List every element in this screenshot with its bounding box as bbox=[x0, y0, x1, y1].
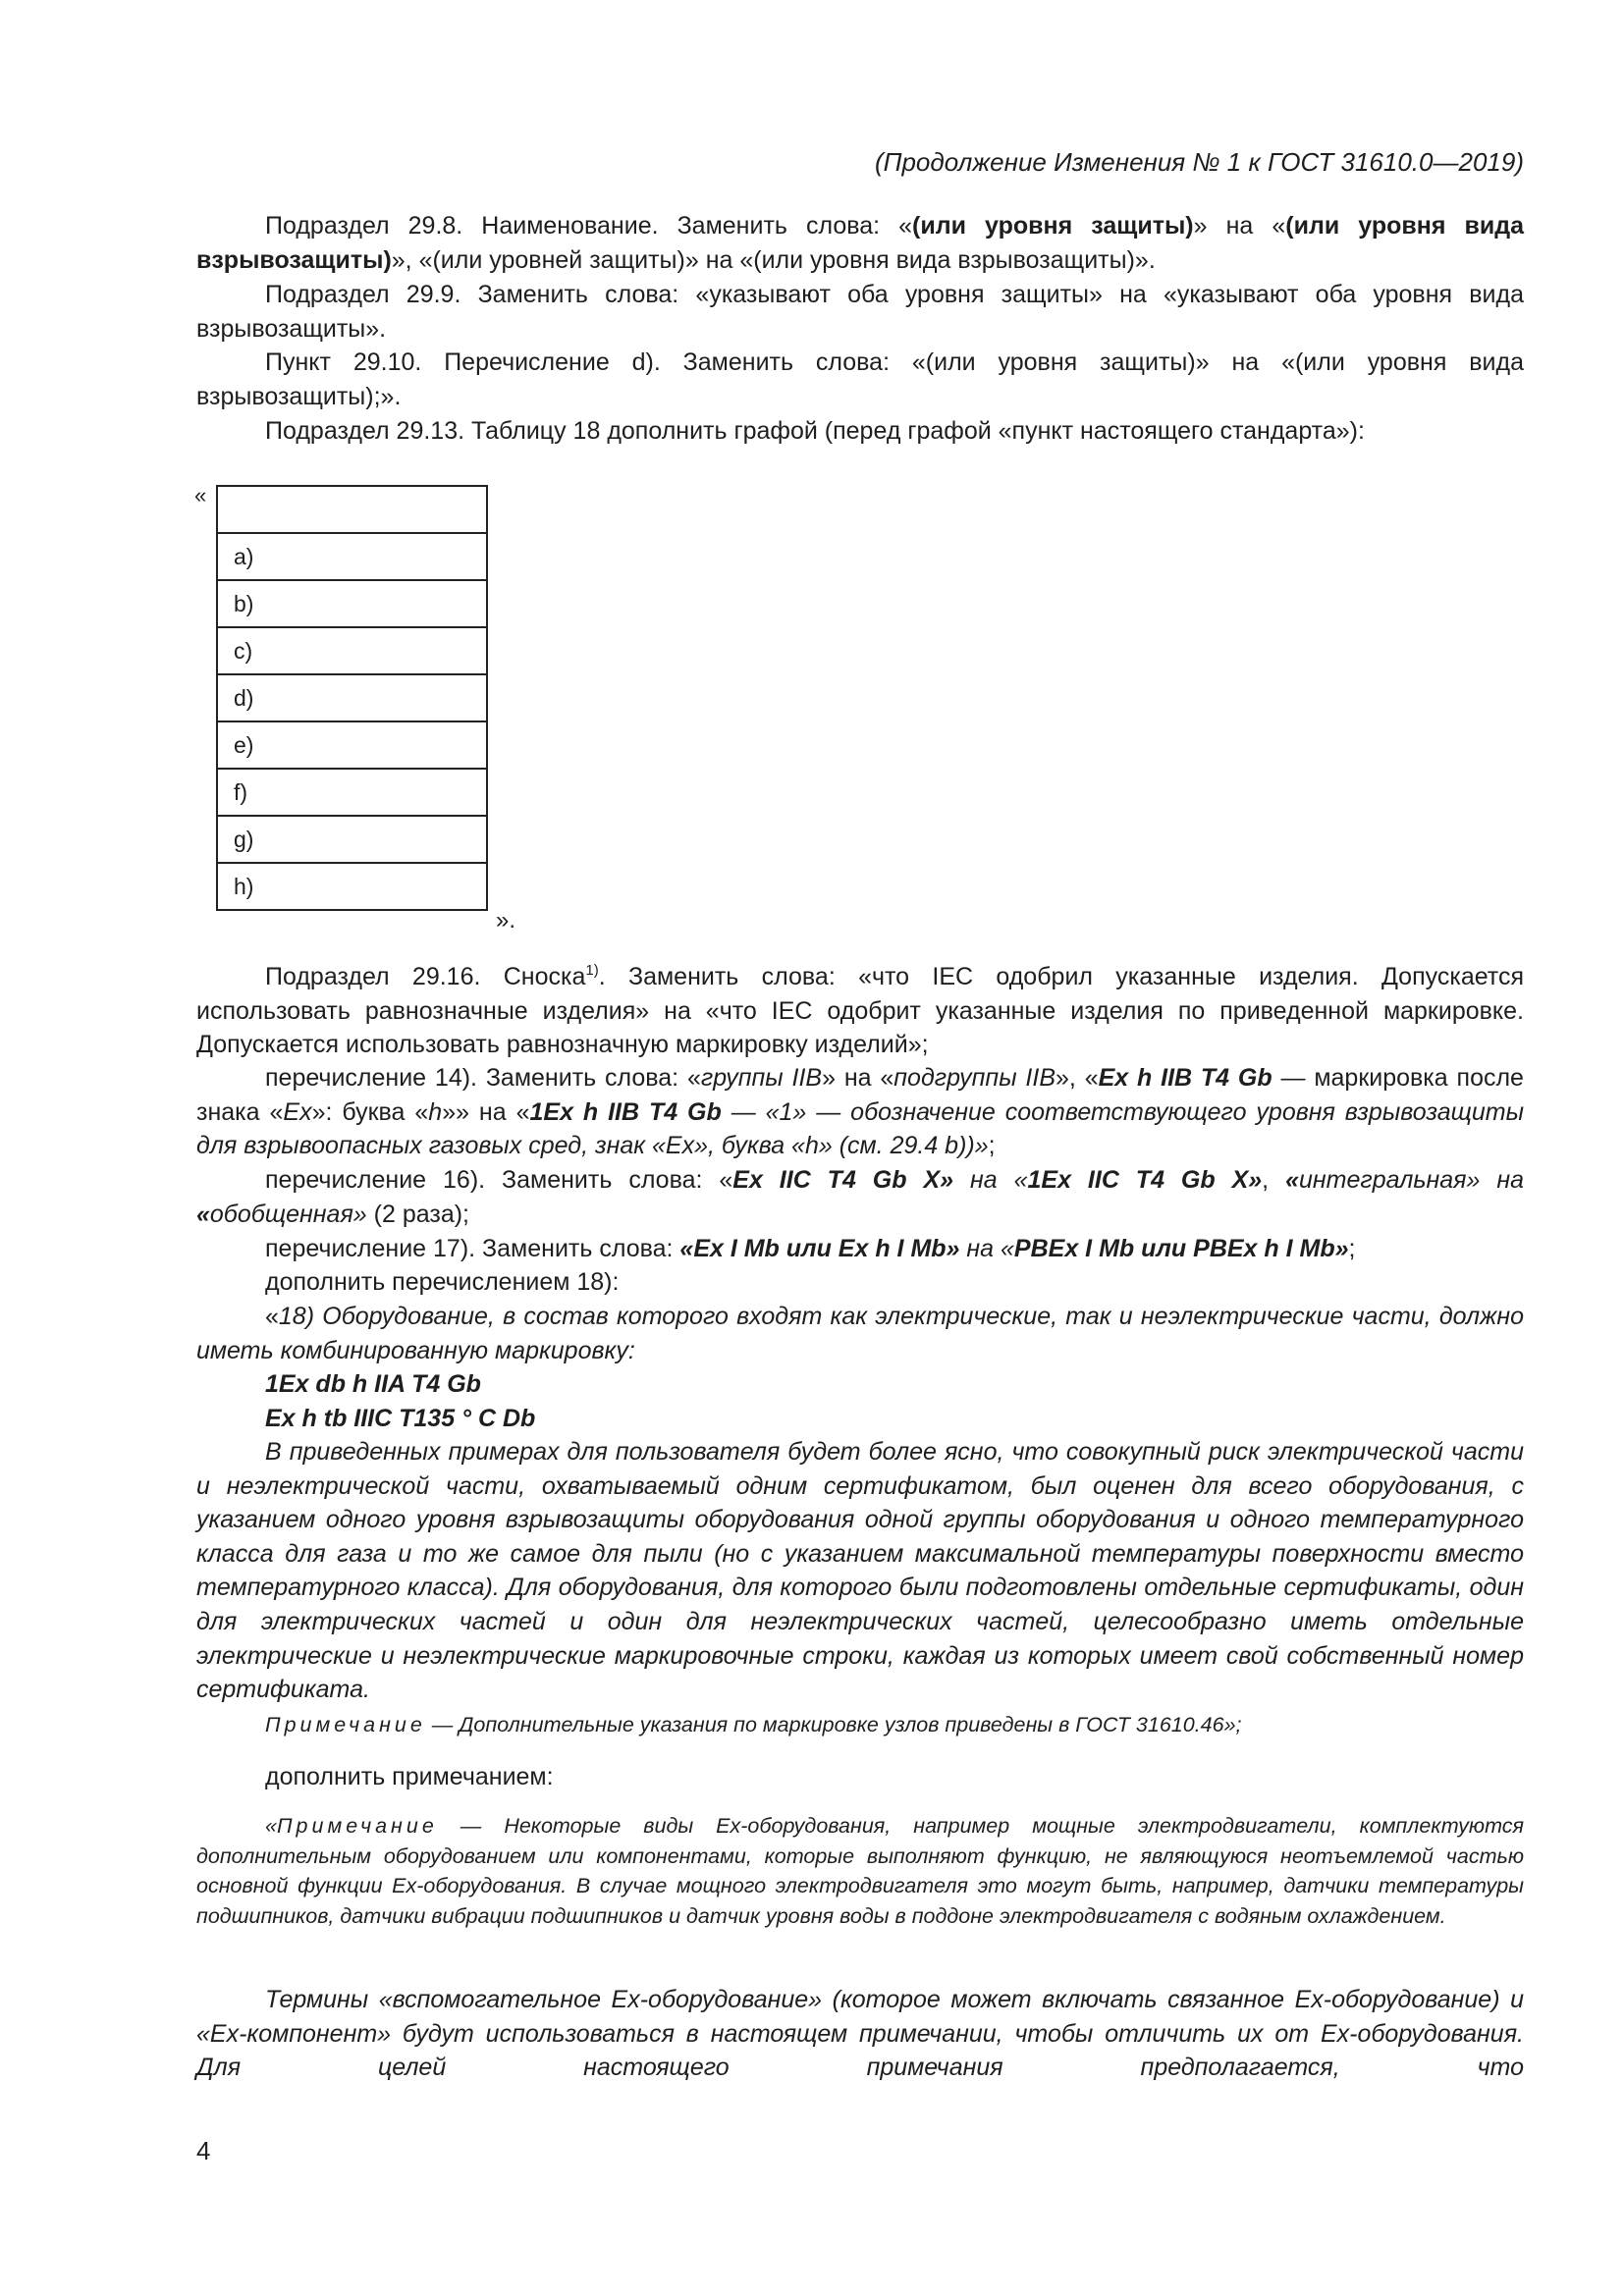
text-run-bold: (или уровня защиты) bbox=[912, 212, 1194, 240]
text-run-bold-italic: « bbox=[679, 1235, 694, 1262]
text-run: Подраздел 29.16. Сноска bbox=[265, 963, 586, 990]
table-row bbox=[217, 769, 487, 816]
paragraph-enum-16 bbox=[196, 1163, 1524, 1231]
table-cell: h) bbox=[217, 863, 487, 910]
text-run-bold-italic: Ex I Mb или Ex h I Mb» bbox=[693, 1235, 960, 1262]
text-run: перечисление 16). Заменить слова: « bbox=[265, 1166, 733, 1194]
text-run: ; bbox=[988, 1132, 996, 1160]
note-text: — Дополнительные указания по маркировке узлов приведены в ГОСТ 31610.46»; bbox=[425, 1713, 1242, 1736]
table-row bbox=[217, 674, 487, 721]
text-run: перечисление 14). Заменить слова: « bbox=[265, 1064, 701, 1092]
text-run-bold-italic: Ex h IIB T4 Gb bbox=[1098, 1064, 1272, 1092]
paragraph-29-13: Подраздел 29.13. Таблицу 18 дополнить графой (перед графой «пункт настоящего стандарта»): bbox=[265, 417, 1365, 445]
paragraph-add-enum-18: дополнить перечислением 18): bbox=[265, 1268, 620, 1296]
paragraph-29-8 bbox=[196, 209, 1524, 277]
text-run: , bbox=[1262, 1166, 1286, 1194]
note-label: Примечание bbox=[276, 1814, 438, 1838]
note-text: — Некоторые виды Ex-оборудования, например мощные электродвигатели, комплектуются дополнительным оборудованием или компонентами, которые выполняют функцию, не являющуюся неотъемлемой частью основной функции Ex-оборудования. В случае мощного электродвигателя это могут быть, например, датчики температуры подшипников, датчики вибрации подшипников и датчик уровня воды в поддоне электродвигателя с водяным охлаждением. bbox=[196, 1814, 1524, 1928]
text-run: перечисление 17). Заменить слова: bbox=[265, 1235, 680, 1262]
paragraph-terms: Термины «вспомогательное Ex-оборудование» (которое может включать связанное Ex-оборудование) и «Ex-компонент» будут использоваться в настоящем примечании, чтобы отличить их от Ex-оборудования. Для целей настоящего примечания предполагается, что bbox=[196, 1986, 1524, 2082]
paragraph-enum-17 bbox=[196, 1232, 1524, 1266]
text-run-italic: подгруппы IIB bbox=[893, 1064, 1056, 1092]
text-run: »» на « bbox=[442, 1097, 530, 1126]
text-run-bold-italic: 1Ex IIC T4 Gb X» bbox=[1027, 1166, 1263, 1194]
table-cell: f) bbox=[217, 769, 487, 816]
paragraph-29-10: Пункт 29.10. Перечисление d). Заменить слова: «(или уровня защиты)» на «(или уровня вида взрывозащиты);». bbox=[196, 348, 1524, 410]
table-row bbox=[217, 580, 487, 627]
note-label: Примечание bbox=[265, 1713, 426, 1736]
table-cell: g) bbox=[217, 816, 487, 863]
text-run: », « bbox=[1056, 1064, 1099, 1092]
text-run-italic: h bbox=[428, 1097, 443, 1126]
text-run: », «(или уровней защиты)» на «(или уровня вида взрывозащиты)». bbox=[391, 245, 1156, 274]
text-run: — маркировка после знака « bbox=[196, 1064, 1524, 1126]
text-run-bold-italic: « bbox=[1285, 1166, 1299, 1194]
text-run-italic: 18) Оборудование, в состав которого входят как электрические, так и неэлектрические части, должно иметь комбинированную маркировку: bbox=[196, 1303, 1524, 1364]
paragraph-29-16 bbox=[196, 960, 1524, 1062]
paragraph-29-9: Подраздел 29.9. Заменить слова: «указывают оба уровня защиты» на «указывают оба уровня вида взрывозащиты». bbox=[196, 281, 1524, 343]
table-row bbox=[217, 486, 487, 533]
table-row bbox=[217, 627, 487, 674]
text-run-italic: на « bbox=[953, 1166, 1028, 1194]
page-number: 4 bbox=[196, 2136, 211, 2165]
text-run: . Заменить слова: «что IEC одобрил указанные изделия. Допускается использовать равнозначные изделия» на «что IEC одобрит указанные изделия по приведенной маркировке. Допускается использовать равнозначную маркировку изделий»; bbox=[196, 963, 1524, 1059]
text-run: Подраздел 29.8. Наименование. Заменить слова: « bbox=[265, 212, 913, 240]
footnote-ref: 1) bbox=[585, 962, 599, 979]
text-run-bold-italic: Ex IIC T4 Gb X» bbox=[732, 1166, 954, 1194]
text-run-italic: на « bbox=[959, 1235, 1014, 1262]
paragraph-enum-18 bbox=[196, 1300, 1524, 1367]
table-open-quote: « bbox=[194, 483, 207, 507]
text-run-italic: — «1» — обозначение соответствующего уровня взрывозащиты для взрывоопасных газовых сред, знак «Ex», буква «h» (см. 29.4 b))» bbox=[196, 1097, 1524, 1160]
paragraph-explanation: В приведенных примерах для пользователя будет более ясно, что совокупный риск электрической части и неэлектрической части, охватываемый одним сертификатом, был оценен для всего оборудования, с указанием одного уровня взрывозащиты оборудования одной группы оборудования и одного температурного класса для газа и то же самое для пыли (но с указанием максимальной температуры поверхности вместо температурного класса). Для оборудования, для которого были подготовлены отдельные сертификаты, один для электрических частей и один для неэлектрических частей, целесообразно иметь отдельные электрические и неэлектрические маркировочные строки, каждая из которых имеет свой собственный номер сертификата. bbox=[196, 1438, 1524, 1704]
table-cell: d) bbox=[217, 674, 487, 721]
table-row bbox=[217, 863, 487, 910]
marking-example-1: 1Ex db h IIA T4 Gb bbox=[265, 1370, 481, 1398]
text-run: (2 раза); bbox=[366, 1200, 469, 1228]
text-run: « bbox=[265, 1814, 277, 1838]
table-row bbox=[217, 816, 487, 863]
note-2 bbox=[196, 1811, 1524, 1931]
text-run-italic: Ex bbox=[283, 1097, 312, 1126]
text-run-italic: группы IIB bbox=[700, 1064, 823, 1092]
table-cell: c) bbox=[217, 627, 487, 674]
note-1 bbox=[196, 1710, 1524, 1740]
table-cell: e) bbox=[217, 721, 487, 769]
paragraph-add-note: дополнить примечанием: bbox=[265, 1763, 554, 1790]
document-header: (Продолжение Изменения № 1 к ГОСТ 31610.0—2019) bbox=[874, 147, 1524, 177]
text-run-italic: обобщенная» bbox=[209, 1200, 367, 1228]
marking-example-2: Ex h tb IIIC T135 ° C Db bbox=[265, 1405, 536, 1432]
table-row bbox=[217, 533, 487, 580]
text-run: ; bbox=[1348, 1235, 1356, 1262]
paragraph-enum-14 bbox=[196, 1061, 1524, 1163]
text-run: « bbox=[265, 1303, 279, 1330]
table-18-column bbox=[216, 485, 488, 911]
text-run-italic: интегральная» на bbox=[1298, 1166, 1524, 1194]
table-row bbox=[217, 721, 487, 769]
text-run-bold-italic: PBEx I Mb или PBEx h I Mb» bbox=[1013, 1235, 1349, 1262]
text-run: » на « bbox=[822, 1064, 894, 1092]
text-run-bold: (или уровня вида взрывозащиты) bbox=[196, 212, 1524, 274]
text-run-bold-italic: 1Ex h IIB T4 Gb bbox=[529, 1097, 722, 1126]
table-cell: b) bbox=[217, 580, 487, 627]
table-close-quote: ». bbox=[496, 907, 516, 934]
text-run: » на « bbox=[1193, 212, 1286, 240]
table-cell: a) bbox=[217, 533, 487, 580]
table-cell bbox=[217, 486, 487, 533]
text-run: »: буква « bbox=[311, 1097, 429, 1126]
text-run-bold-italic: « bbox=[196, 1200, 210, 1228]
